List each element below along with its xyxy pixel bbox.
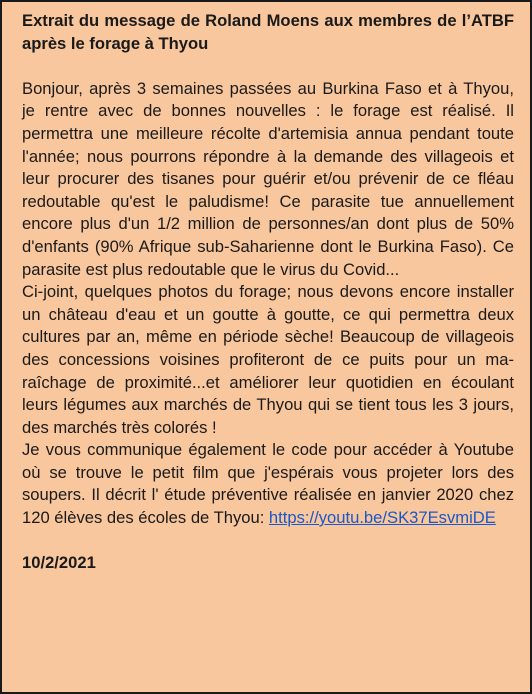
paragraph-forage: Ci-joint, quelques photos du forage; nous devons encore installer un château d'eau et un goutte à goutte, ce qui permettra deux cultures par an, même en période sèche! Beaucoup de villageois des concessions voisines profiteront de ce puits pour un maraîchage de proximité...et améliorer leur quotidien en écoulant leurs légumes aux marchés de Thyou qui se tient tous les 3 jours, des marchés très colorés ! bbox=[22, 282, 514, 437]
paragraph-intro: Bonjour, après 3 semaines passées au Burkina Faso et à Thyou, je rentre avec de bonnes nouvelles : le forage est réalisé. Il permettra une meilleure récolte d'artemisia annua pendant toute l'année; nous pourrons répondre à la demande des villageois et leur procurer des tisanes pour guérir et/ou prévenir de ce fléau redoutable qu'est le paludisme! Ce parasite tue annuellement encore plus d'un 1/2 million de personnes/an dont plus de 50% d'enfants (90% Afrique sub-Saharienne dont le Burkina Faso). Ce parasite est plus redoutable que le virus du Covid... bbox=[22, 78, 514, 279]
youtube-link[interactable]: https://youtu.be/SK37EsvmiDE bbox=[268, 508, 496, 528]
paragraph-youtube bbox=[22, 439, 514, 529]
message-content bbox=[22, 10, 514, 575]
paragraph-youtube-text: Je vous communique également le code pour accéder à Youtube où se trouve le petit film que j'espérais vous projeter lors des soupers. Il décrit l' étude préventive réalisée en janvier 2020 chez 120 élèves des écoles de Thyou: bbox=[22, 440, 514, 528]
message-title: Extrait du message de Roland Moens aux membres de l’ATBF après le forage à Thyou bbox=[22, 11, 514, 53]
message-date: 10/2/2021 bbox=[22, 553, 96, 573]
